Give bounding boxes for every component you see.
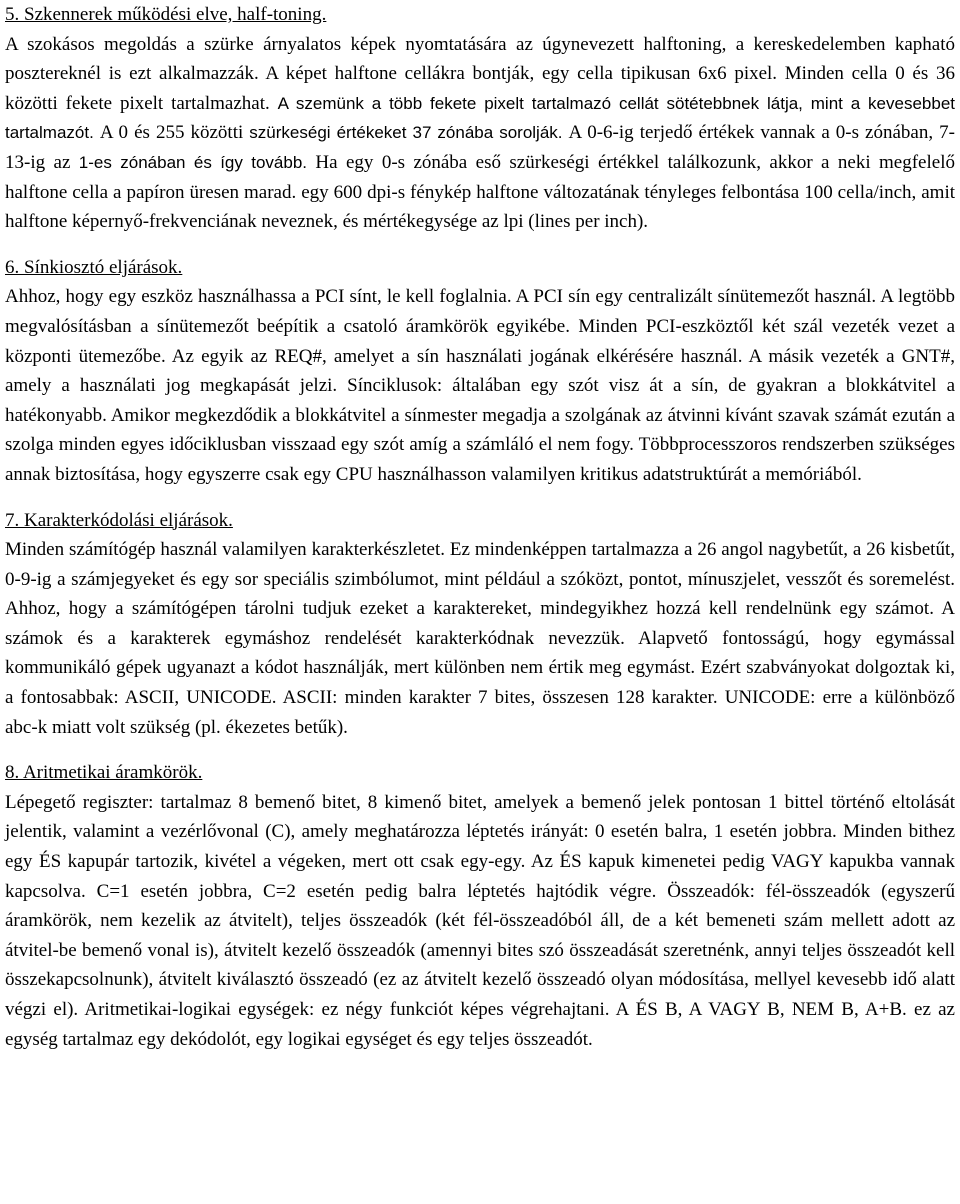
body-text: Minden számítógép használ valamilyen karakterkészletet. Ez mindenképpen tartalmazza a 26 angol nagybetűt, a 26 kisbetűt, 0-9-ig a számjegyeket és egy sor speciális szimbólumot, mint például a szóközt, pontot, mínuszjelet, vesszőt és soremelést. Ahhoz, hogy a számítógépen tárolni tudjuk ezeket a karaktereket, mindegyikhez hozzá kell rendelnünk egy számot. A számok és a karakterek egymáshoz rendelését karakterkódnak nevezzük. Alapvető fontosságú, hogy egymással kommunikáló gépek ugyanazt a kódot használják, mert különben nem értik meg egymást. Ezért szabványokat dolgoztak ki, a fontosabbak: ASCII, UNICODE. ASCII: minden karakter 7 bites, összesen 128 karakter. UNICODE: erre a különböző abc-k miatt volt szükség (pl. ékezetes betűk). <box>5 539 955 738</box>
body-text: A 0-6-ig terjedő értékek vannak a 0-s zónában, 7-13-ig az <box>5 122 955 173</box>
section-body <box>5 30 955 237</box>
body-text: szürkeségi értékeket 37 zónába sorolják. <box>249 123 569 143</box>
section-character-encoding <box>5 506 955 743</box>
section-body <box>5 535 955 742</box>
body-text: A szemünk a több fekete pixelt tartalmazó cellát sötétebbnek látja, mint a kevesebbet tartalmazót. <box>5 93 955 143</box>
section-heading <box>5 0 955 30</box>
section-heading-text: 5. Szkennerek működési elve, half-toning. <box>5 4 327 25</box>
body-text: A szokásos megoldás a szürke árnyalatos képek nyomtatására az úgynevezett halftoning, a kereskedelemben kapható posztereknél is ezt alkalmazzák. A képet halftone cellákra bontják, egy cella tipikusan 6x6 pixel. Minden cella 0 és 36 közötti fekete pixelt tartalmazhat. <box>5 33 955 114</box>
section-body <box>5 788 955 1054</box>
body-text: A 0 és 255 közötti <box>99 122 250 144</box>
body-text: 1-es zónában és így tovább. <box>78 152 316 172</box>
body-text: Ahhoz, hogy egy eszköz használhassa a PCI sínt, le kell foglalnia. A PCI sín egy centralizált sínütemezőt használ. A legtöbb megvalósításban a sínütemezőt beépítik a csatoló áramkörök egyikébe. Minden PCI-eszköztől két szál vezeték vezet a központi ütemezőbe. Az egyik az REQ#, amelyet a sín használati jogának elkérésére használ. A másik vezeték a GNT#, amely a használati jog megkapását jelzi. Sínciklusok: általában egy szót visz át a sín, de gyakran a blokkátvitel a hatékonyabb. Amikor megkezdődik a blokkátvitel a sínmester megadja a szolgának az átvinni kívánt szavak számát ezután a szolga minden egyes időciklusban visszaad egy szót amíg a számláló el nem fogy. Többprocesszoros rendszerben szükséges annak biztosítása, hogy egyszerre csak egy CPU használhasson valamilyen kritikus adatstruktúrát a memóriából. <box>5 286 955 485</box>
section-halftoning <box>5 0 955 237</box>
section-heading <box>5 253 955 283</box>
section-heading <box>5 758 955 788</box>
section-heading-text: 7. Karakterkódolási eljárások. <box>5 509 233 531</box>
section-heading-text: 6. Sínkiosztó eljárások. <box>5 256 183 278</box>
body-text: Ha egy 0-s zónába eső szürkeségi értékkel találkozunk, akkor a neki megfelelő halftone cella a papíron üresen marad. egy 600 dpi-s fénykép halftone változatának tényleges felbontása 100 cella/inch, amit halftone képernyő-frekvenciának neveznek, és mértékegysége az lpi (lines per inch). <box>5 151 955 233</box>
section-heading <box>5 506 955 536</box>
section-arithmetic-circuits <box>5 758 955 1054</box>
document-page <box>5 0 955 1054</box>
section-heading-text: 8. Aritmetikai áramkörök. <box>5 762 203 784</box>
section-body <box>5 282 955 489</box>
body-text: Lépegető regiszter: tartalmaz 8 bemenő bitet, 8 kimenő bitet, amelyek a bemenő jelek pontosan 1 bittel történő eltolását jelentik, valamint a vezérlővonal (C), amely meghatározza léptetés irányát: 0 esetén balra, 1 esetén jobbra. Minden bithez egy ÉS kapupár tartozik, kivétel a végeken, mert ott csak egy-egy. Az ÉS kapuk kimenetei pedig VAGY kapukba vannak kapcsolva. C=1 esetén jobbra, C=2 esetén pedig balra léptetés hajtódik végre. Összeadók: fél-összeadók (egyszerű áramkörök, nem kezelik az átvitelt), teljes összeadók (két fél-összeadóból áll, de a két bemeneti szám mellett adott az átvitel-be bemenő vonal is), átvitelt kezelő összeadók (amennyi bites szó összeadását szeretnénk, annyi teljes összeadót kell összekapcsolnunk), átvitelt kiválasztó összeadó (ez az átvitelt kezelő összeadó olyan módosítása, mellyel kevesebb idő alatt végzi el). Aritmetikai-logikai egységek: ez négy funkciót képes végrehajtani. A ÉS B, A VAGY B, NEM B, A+B. ez az egység tartalmaz egy dekódolót, egy logikai egységet és egy teljes összeadót. <box>5 791 955 1050</box>
section-bus-arbitration <box>5 253 955 490</box>
